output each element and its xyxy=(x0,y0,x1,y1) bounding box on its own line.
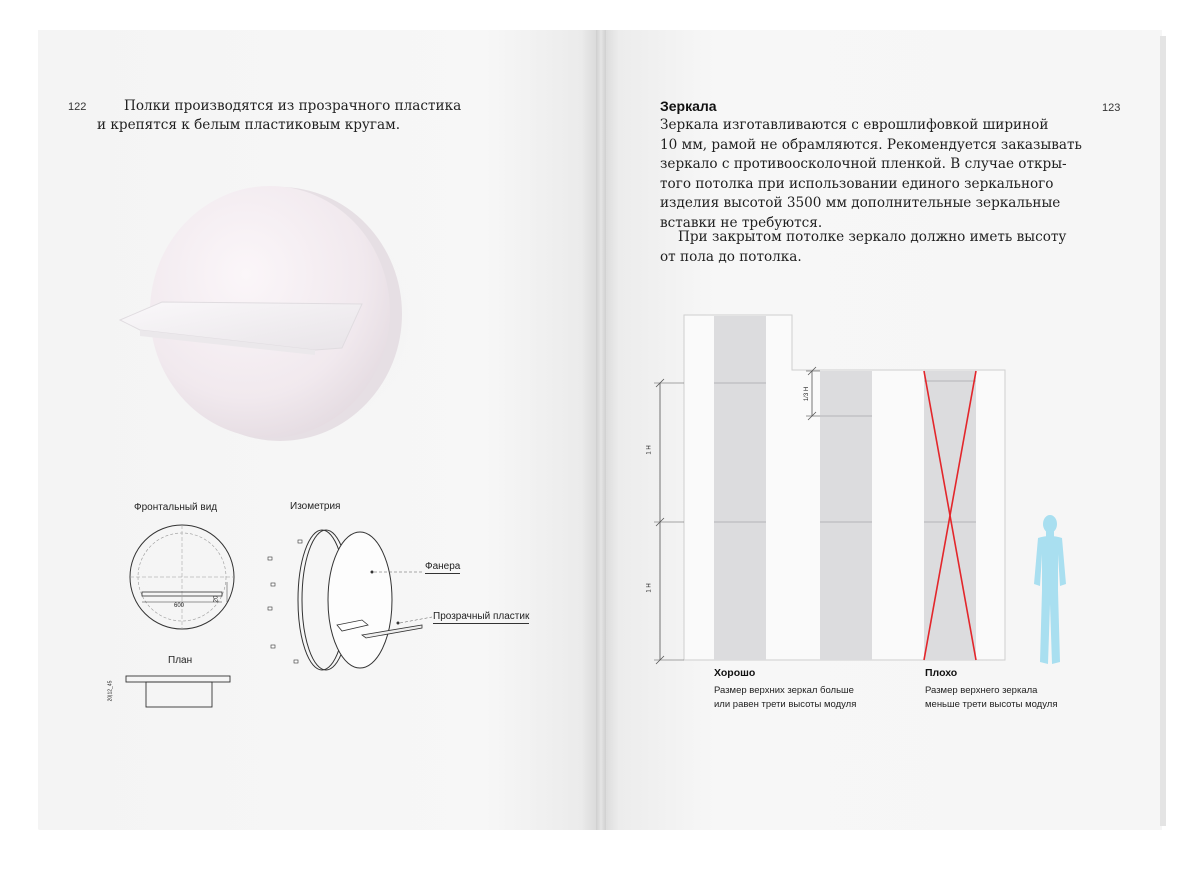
paragraph-line: изделия высотой 3500 мм дополнительные зеркальные xyxy=(660,195,1061,211)
bad-caption-line2: меньше трети высоты модуля xyxy=(925,699,1058,710)
front-dim-width: 600 xyxy=(174,603,185,609)
book-spine xyxy=(596,30,606,830)
mirror-diagram xyxy=(640,310,1020,670)
bad-caption-line1: Размер верхнего зеркала xyxy=(925,685,1038,696)
plan-dimension: 20|12_45 xyxy=(107,680,114,702)
paragraph-line: зеркало с противоосколочной пленкой. В случае откры- xyxy=(660,156,1067,172)
mirror-panel-good xyxy=(820,371,872,660)
good-caption-title: Хорошо xyxy=(714,667,756,679)
paragraph-line: вставки не требуются. xyxy=(660,214,823,231)
mirror-panel-tall xyxy=(714,316,766,660)
label-transparent-plastic: Прозрачный пластик xyxy=(433,611,530,622)
paragraph-line: от пола до потолка. xyxy=(660,248,802,265)
paragraph-line: Зеркала изготавливаются с еврошлифовкой шириной xyxy=(660,117,1049,133)
front-view-title: Фронтальный вид xyxy=(134,502,218,513)
front-view-drawing xyxy=(127,522,237,632)
good-caption-line2: или равен трети высоты модуля xyxy=(714,699,857,710)
paragraph-line: того потолка при использовании единого зеркального xyxy=(660,175,1054,192)
section-heading: Зеркала xyxy=(660,98,717,114)
page-number-right: 123 xyxy=(1102,102,1121,114)
front-dim-small: 20 xyxy=(213,595,220,603)
plan-drawing xyxy=(124,674,234,714)
isometry-drawing xyxy=(262,525,542,670)
good-caption-line1: Размер верхних зеркал больше xyxy=(714,685,854,696)
bad-caption-title: Плохо xyxy=(925,667,958,679)
page-number-left: 122 xyxy=(68,101,87,113)
dim-label-1h-top: 1 H xyxy=(646,445,653,455)
intro-line-2: и крепятся к белым пластиковым кругам. xyxy=(97,117,401,133)
dim-label-1h-bottom: 1 H xyxy=(646,583,653,593)
label-plywood: Фанера xyxy=(425,561,461,572)
paragraph-line: 10 мм, рамой не обрамляются. Рекомендуется заказывать xyxy=(660,136,1082,153)
page-edge xyxy=(1160,36,1166,826)
paragraph-line: При закрытом потолке зеркало должно иметь высоту xyxy=(678,229,1067,245)
dim-label-third-h: 1/3 H xyxy=(804,386,811,402)
human-silhouette-icon xyxy=(1024,514,1074,670)
intro-line-1: Полки производятся из прозрачного пластика xyxy=(124,98,462,114)
isometry-title: Изометрия xyxy=(290,501,341,512)
plan-title: План xyxy=(168,655,193,666)
shelf-render xyxy=(110,180,430,460)
